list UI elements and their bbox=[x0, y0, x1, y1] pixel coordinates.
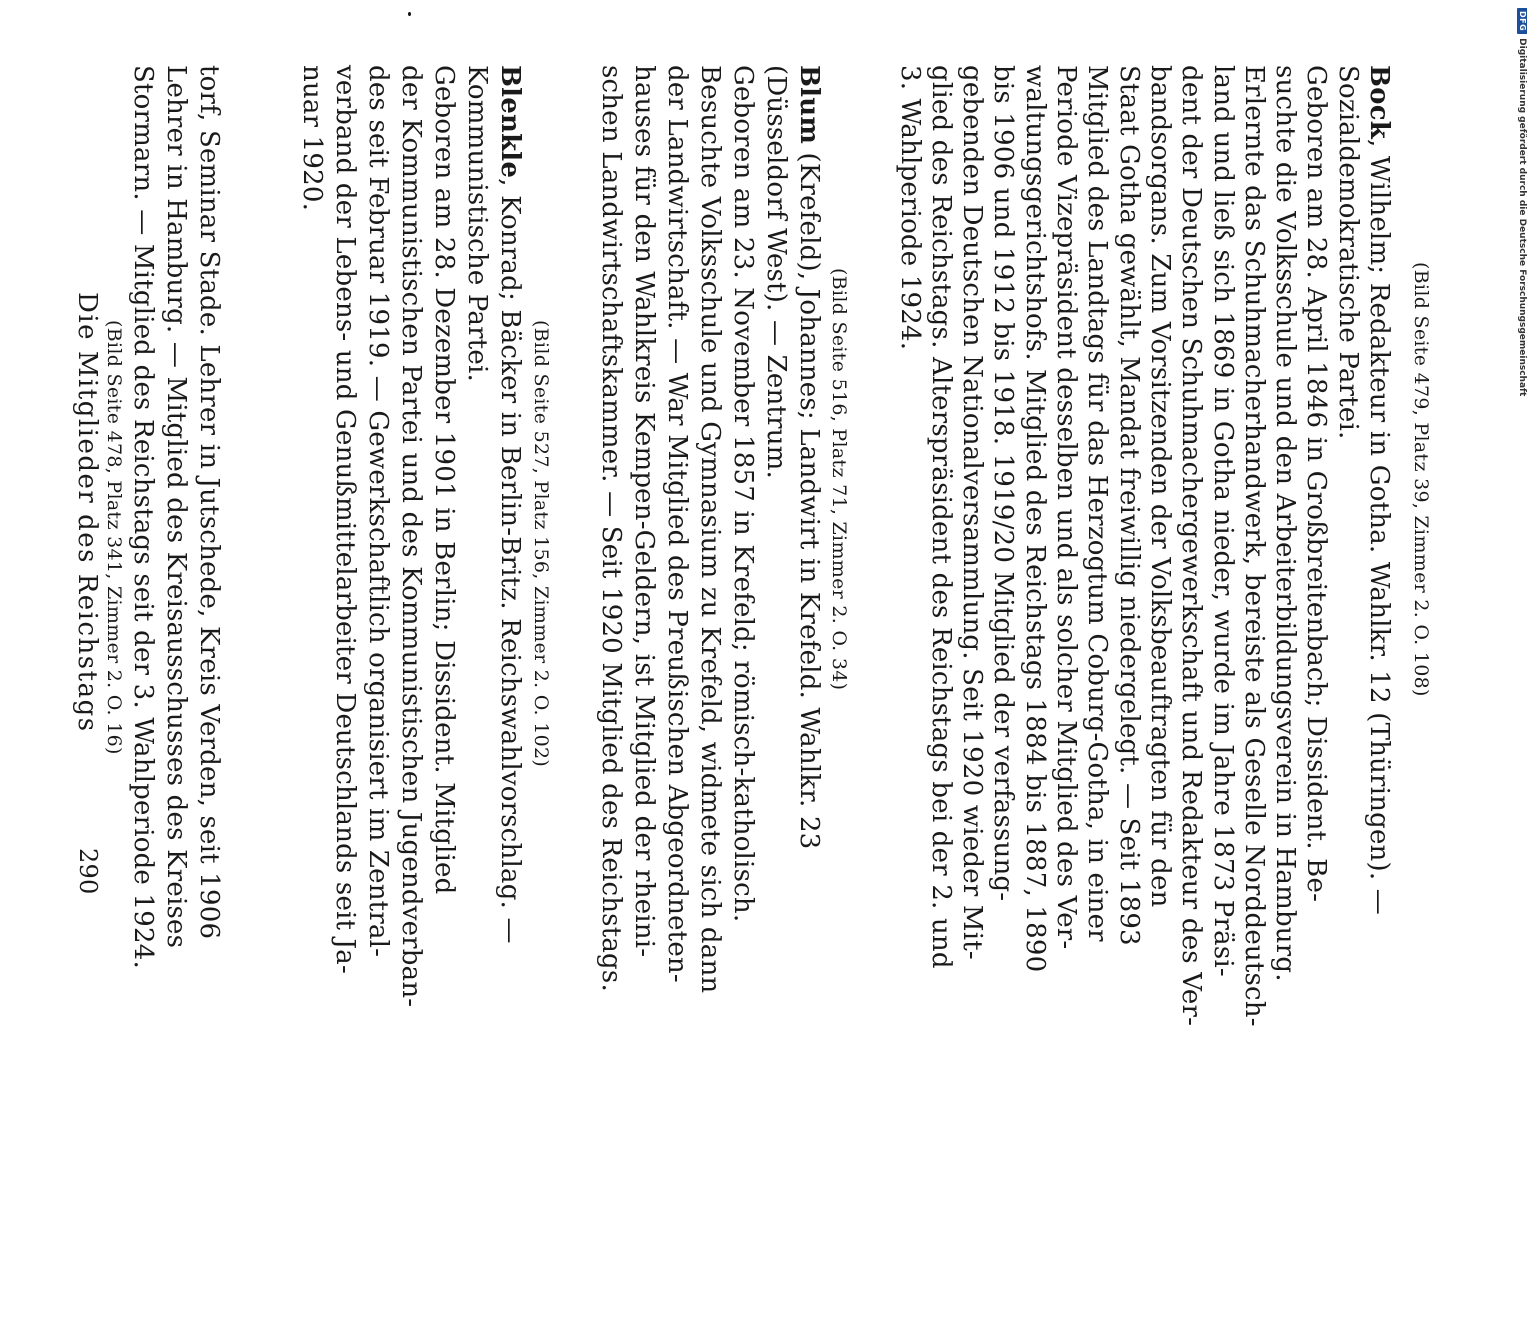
ink-speck bbox=[408, 12, 411, 16]
entry-4-caption: (Bild Seite 479, Platz 39, Zimmer 2. O. 108) bbox=[1410, 262, 1432, 697]
member-surname: Bock bbox=[1364, 65, 1394, 139]
entry-4-line-6: land und ließ sich 1869 in Gotha nieder, wurde im Jahre 1873 Präsi- bbox=[1207, 65, 1238, 977]
entry-4-line-16: 3. Wahlperiode 1924. bbox=[894, 65, 925, 351]
entry-4-line-8: bandsorgans. Zum Vorsitzenden der Volksbeauftragten für den bbox=[1144, 65, 1175, 908]
entry-4-line-4: suchte die Volksschule und den Arbeiterbildungsverein in Hamburg. bbox=[1270, 65, 1301, 982]
entry-4-line-10: Mitglied des Landtags für das Herzogtum Coburg-Gotha, in einer bbox=[1082, 65, 1113, 942]
entry-2-line-5: des seit Februar 1919. — Gewerkschaftlich organisiert im Zentral- bbox=[363, 65, 393, 958]
entry-3-line-5: der Landwirtschaft. — War Mitglied des Preußischen Abgeordneten- bbox=[662, 65, 692, 983]
entry-3-line-2: (Düsseldorf West). — Zentrum. bbox=[761, 65, 791, 479]
entry-4-line-7: dent der Deutschen Schuhmachergewerkschaft und Redakteur des Ver- bbox=[1176, 65, 1207, 1027]
entry-4-line-15: glied des Reichstags. Alterspräsident des Reichstags bei der 2. und bbox=[925, 65, 956, 969]
entry-4-line-13: bis 1906 und 1912 bis 1918. 1919/20 Mitglied der verfassung- bbox=[988, 65, 1019, 902]
entry-4 bbox=[891, 65, 1392, 1065]
entry-3-caption-wrap bbox=[829, 268, 848, 1268]
entry-3-line-3: Geboren am 23. November 1857 in Krefeld; römisch-katholisch. bbox=[728, 65, 758, 923]
entry-2-line-7: nuar 1920. bbox=[297, 65, 327, 212]
entry-4-line-2: Sozialdemokratische Partei. bbox=[1332, 65, 1363, 440]
entry-1-line-3: Stormarn. — Mitglied des Reichstags seit der 3. Wahlperiode 1924. bbox=[128, 65, 158, 969]
entry-2-line-6: verband der Lebens- und Genußmittelarbeiter Deutschlands seit Ja- bbox=[330, 65, 360, 974]
entry-1 bbox=[101, 65, 222, 1065]
entry-1-line-2: Lehrer in Hamburg. — Mitglied des Kreisausschusses des Kreises bbox=[161, 65, 191, 949]
entry-2-caption: (Bild Seite 527, Platz 156, Zimmer 2. O. 102) bbox=[530, 320, 552, 768]
page-number: 290 bbox=[74, 848, 102, 895]
member-surname: Blenkle bbox=[495, 65, 525, 179]
entry-3-line-1: Blum (Krefeld), Johannes; Landwirt in Krefeld. Wahlkr. 23 bbox=[794, 65, 824, 850]
page-header bbox=[70, 0, 100, 1000]
entry-2-line-1: Blenkle, Konrad; Bäcker in Berlin-Britz. Reichswahlvorschlag. — bbox=[495, 65, 525, 944]
dfg-logo: DFG bbox=[1517, 8, 1527, 34]
entry-2-caption-wrap bbox=[531, 320, 550, 1320]
entry-1-caption: (Bild Seite 478, Platz 341, Zimmer 2. O. 16) bbox=[103, 320, 125, 755]
entry-2-line-2: Kommunistische Partei. bbox=[462, 65, 492, 382]
entry-3-line-4: Besuchte Volksschule und Gymnasium zu Krefeld, widmete sich dann bbox=[695, 65, 725, 994]
entry-3-line-6: hauses für den Wahlkreis Kempen-Geldern, ist Mitglied der rheini- bbox=[629, 65, 659, 958]
entry-4-line-3: Geboren am 28. April 1846 in Großbreitenbach; Dissident. Be- bbox=[1301, 65, 1332, 903]
entry-4-line-1: Bock, Wilhelm; Redakteur in Gotha. Wahlkr. 12 (Thüringen). — bbox=[1364, 65, 1394, 915]
member-surname: Blum bbox=[794, 65, 824, 145]
dfg-credit bbox=[1517, 8, 1527, 396]
entry-3-caption: (Bild Seite 516, Platz 71, Zimmer 2. O. 34) bbox=[828, 268, 850, 691]
entry-4-line-14: gebenden Deutschen Nationalversammlung. Seit 1920 wieder Mit- bbox=[957, 65, 988, 960]
dfg-credit-text: Digitalisierung gefördert durch die Deutsche Forschungsgemeinschaft bbox=[1517, 38, 1527, 397]
entry-1-line-1: torf, Seminar Stade. Lehrer in Jutschede, Kreis Verden, seit 1906 bbox=[194, 65, 224, 940]
entry-4-line-9: Staat Gotha gewählt, Mandat freiwillig niedergelegt. — Seit 1893 bbox=[1113, 65, 1144, 946]
entry-2-line-3: Geboren am 28. Dezember 1901 in Berlin; Dissident. Mitglied bbox=[429, 65, 459, 895]
entry-4-line-12: waltungsgerichtshofs. Mitglied des Reichstags 1884 bis 1887, 1890 bbox=[1019, 65, 1050, 973]
entry-4-line-11: Periode Vizepräsident desselben und als solcher Mitglied des Ver- bbox=[1051, 65, 1082, 950]
entry-4-caption-wrap bbox=[1411, 262, 1430, 1262]
entry-4-line-5: Erlernte das Schuhmacherhandwerk, bereiste als Geselle Norddeutsch- bbox=[1238, 65, 1269, 1027]
entry-2 bbox=[292, 65, 523, 1065]
running-title: Die Mitglieder des Reichstags bbox=[72, 292, 102, 733]
entry-2-line-4: der Kommunistischen Partei und des Kommunistischen Jugendverban- bbox=[396, 65, 426, 1008]
entry-3 bbox=[591, 65, 822, 1065]
entry-3-line-7: schen Landwirtschaftskammer. — Seit 1920 Mitglied des Reichstags. bbox=[596, 65, 626, 992]
